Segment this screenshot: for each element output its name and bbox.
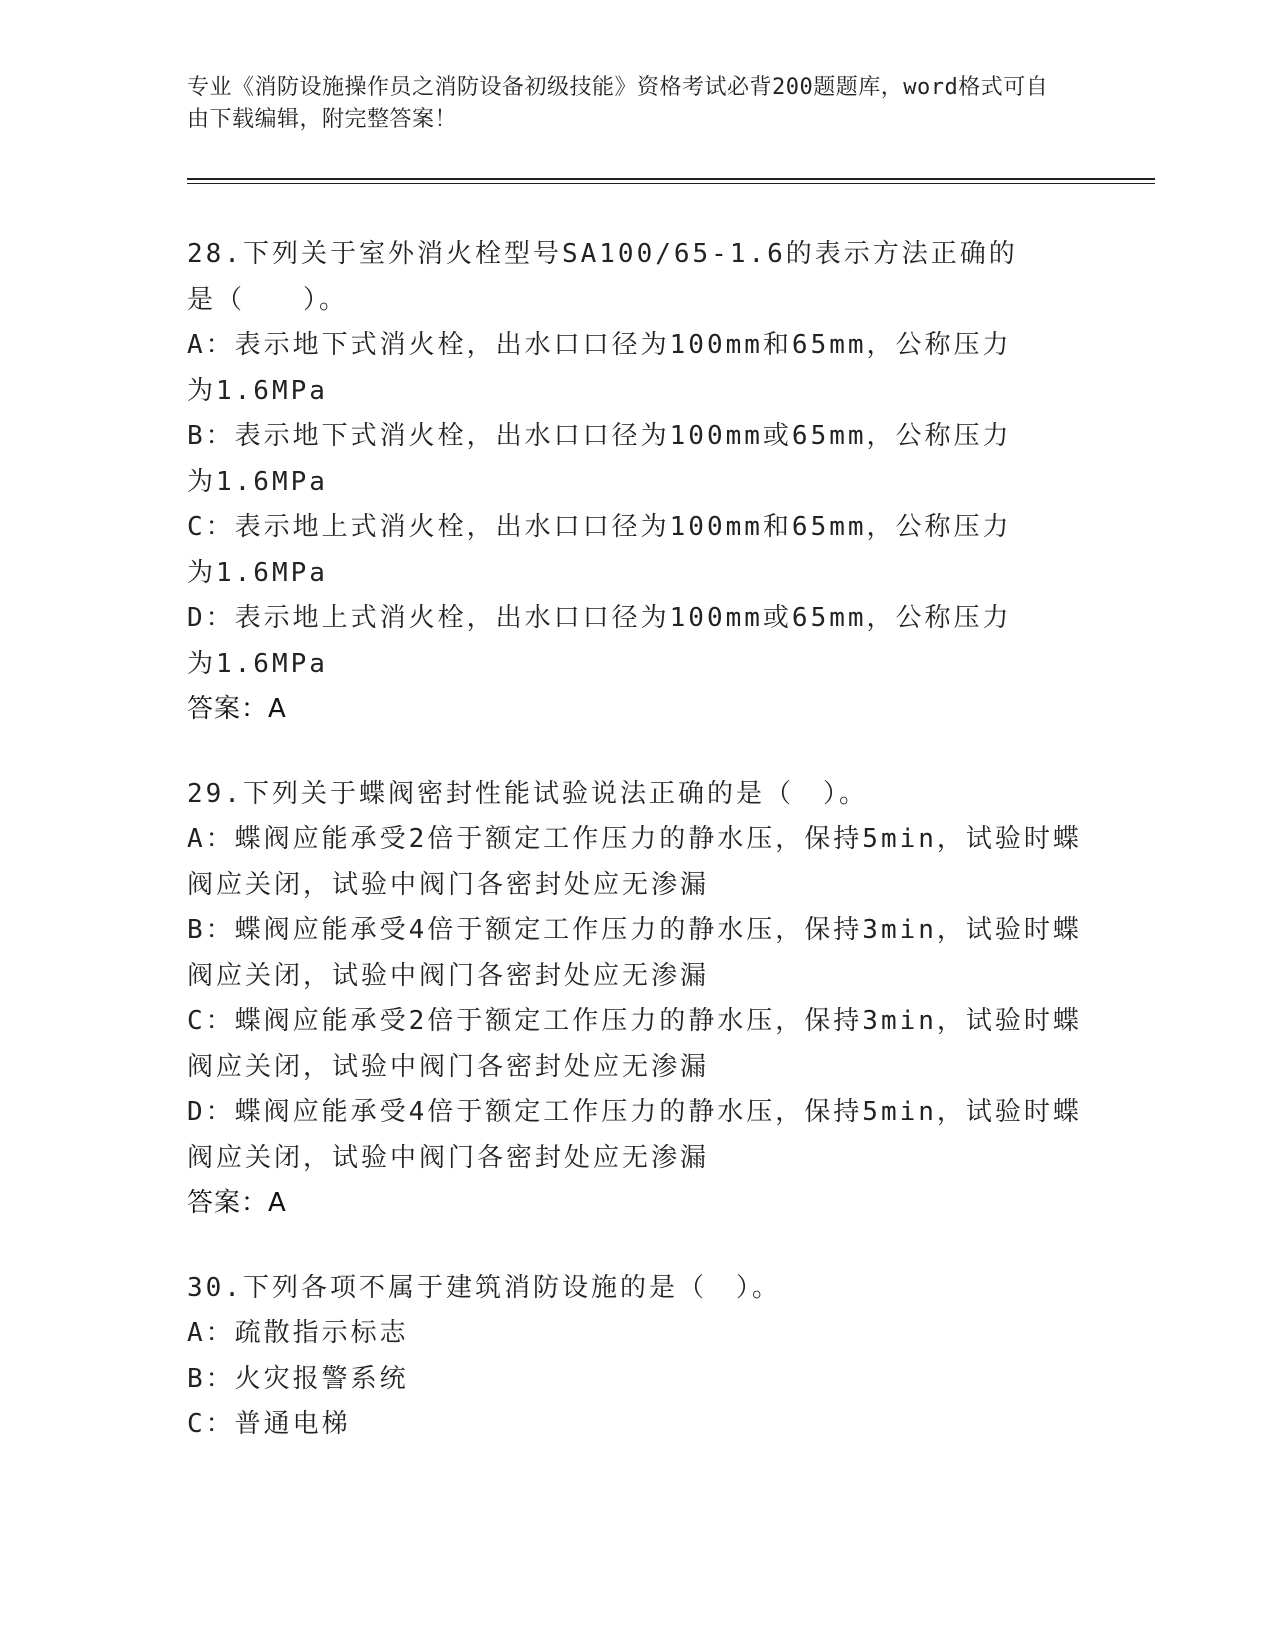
question-30 — [187, 1266, 1087, 1448]
option-c: C：表示地上式消火栓，出水口口径为100mm和65mm，公称压力为1.6MPa — [187, 512, 1012, 588]
option-a: A：蝶阀应能承受2倍于额定工作压力的静水压，保持5min，试验时蝶阀应关闭，试验中阀门各密封处应无渗漏 — [187, 824, 1082, 900]
question-stem: 30.下列各项不属于建筑消防设施的是（ ）。 — [187, 1272, 781, 1303]
header-divider-thin — [187, 183, 1155, 184]
answer-line: 答案：A — [187, 1188, 287, 1218]
question-list — [187, 232, 1087, 1487]
option-c: C：普通电梯 — [187, 1409, 351, 1439]
option-a: A：表示地下式消火栓，出水口口径为100mm和65mm，公称压力为1.6MPa — [187, 330, 1012, 406]
option-c: C：蝶阀应能承受2倍于额定工作压力的静水压，保持3min，试验时蝶阀应关闭，试验中阀门各密封处应无渗漏 — [187, 1006, 1082, 1082]
option-d: D：表示地上式消火栓，出水口口径为100mm或65mm，公称压力为1.6MPa — [187, 603, 1012, 679]
answer-line: 答案：A — [187, 694, 287, 724]
document-header — [187, 72, 1067, 136]
option-b: B：表示地下式消火栓，出水口口径为100mm或65mm，公称压力为1.6MPa — [187, 421, 1012, 497]
question-stem: 28.下列关于室外消火栓型号SA100/65-1.6的表示方法正确的是（ ）。 — [187, 239, 1018, 315]
question-29 — [187, 772, 1087, 1227]
option-a: A：疏散指示标志 — [187, 1318, 409, 1348]
question-stem: 29.下列关于蝶阀密封性能试验说法正确的是（ ）。 — [187, 778, 868, 809]
question-28 — [187, 232, 1087, 733]
option-b: B：蝶阀应能承受4倍于额定工作压力的静水压，保持3min，试验时蝶阀应关闭，试验中阀门各密封处应无渗漏 — [187, 915, 1082, 991]
option-b: B：火灾报警系统 — [187, 1363, 409, 1394]
header-intro-text: 专业《消防设施操作员之消防设备初级技能》资格考试必背200题题库，word格式可自由下载编辑，附完整答案！ — [187, 75, 1049, 132]
header-divider-thick — [187, 178, 1155, 180]
option-d: D：蝶阀应能承受4倍于额定工作压力的静水压，保持5min，试验时蝶阀应关闭，试验中阀门各密封处应无渗漏 — [187, 1097, 1082, 1173]
